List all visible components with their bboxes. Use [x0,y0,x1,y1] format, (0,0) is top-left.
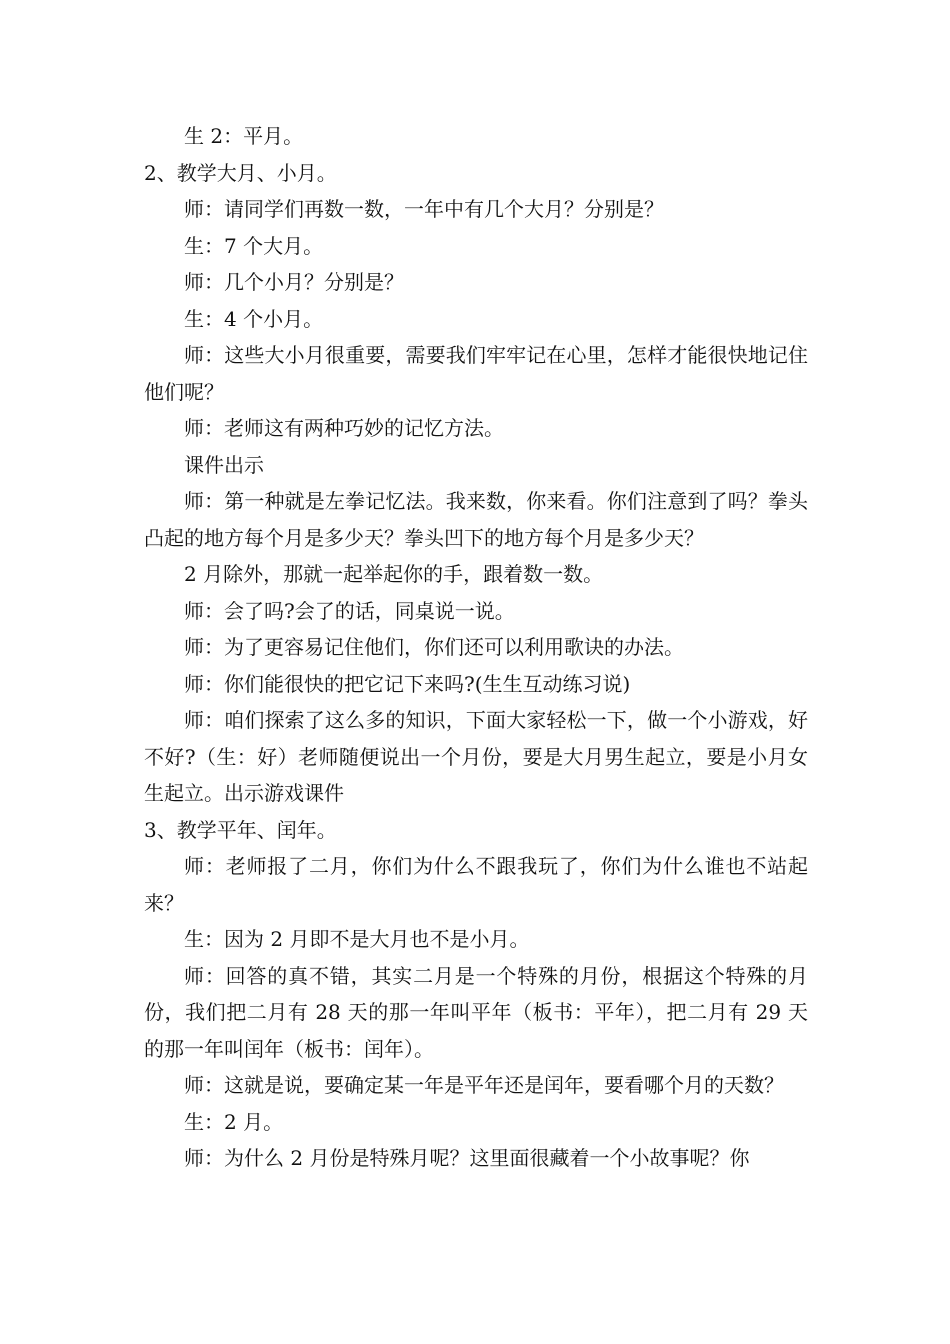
paragraph-teacher-february-question: 师：老师报了二月，你们为什么不跟我玩了，你们为什么谁也不站起来？ [144,854,808,915]
paragraph-teacher-practice: 师：你们能很快的把它记下来吗?(生生互动练习说) [184,671,631,696]
paragraph-teacher-count-big-months: 师：请同学们再数一数，一年中有几个大月？分别是？ [184,197,664,221]
paragraph-teacher-leap-year-definition: 师：回答的真不错，其实二月是一个特殊的月份，根据这个特殊的月份，我们把二月有 28 天的那一年叫平年（板书：平年），把二月有 29 天的那一年叫闰年（板书：闰年）。 [144,963,808,1061]
paragraph-teacher-which-month: 师：这就是说，要确定某一年是平年还是闰年，要看哪个月的天数？ [184,1073,784,1097]
document-body [144,118,808,1177]
paragraph-student-answer-common-month: 生 2：平月。 [184,124,304,148]
paragraph-teacher-rhyme-method: 师：为了更容易记住他们，你们还可以利用歌诀的办法。 [184,635,684,659]
paragraph-student-february: 生：2 月。 [184,1109,284,1134]
paragraph-february-exception: 2 月除外，那就一起举起你的手，跟着数一数。 [184,562,604,586]
paragraph-courseware-show: 课件出示 [184,452,264,477]
paragraph-teacher-remember: 师：这些大小月很重要，需要我们牢牢记在心里，怎样才能很快地记住他们呢？ [144,343,808,404]
section-heading-big-small-months: 2、教学大月、小月。 [144,160,337,185]
section-heading-common-leap-year: 3、教学平年、闰年。 [144,817,337,842]
paragraph-teacher-story: 师：为什么 2 月份是特殊月呢？这里面很藏着一个小故事呢？你 [184,1146,750,1170]
paragraph-teacher-fist-method: 师：第一种就是左拳记忆法。我来数，你来看。你们注意到了吗？拳头凸起的地方每个月是多少天？拳头凹下的地方每个月是多少天？ [144,489,808,550]
paragraph-student-four-small-months: 生：4 个小月。 [184,306,324,331]
paragraph-teacher-small-months: 师：几个小月？分别是？ [184,270,404,294]
paragraph-student-february-answer: 生：因为 2 月即不是大月也不是小月。 [184,927,530,951]
paragraph-teacher-two-methods: 师：老师这有两种巧妙的记忆方法。 [184,416,504,440]
paragraph-student-seven-big-months: 生：7 个大月。 [184,233,324,258]
paragraph-teacher-desk-mate: 师：会了吗?会了的话，同桌说一说。 [184,598,515,623]
paragraph-teacher-game: 师：咱们探索了这么多的知识，下面大家轻松一下，做一个小游戏，好不好?（生：好）老师随便说出一个月份，要是大月男生起立，要是小月女生起立。出示游戏课件 [144,708,808,805]
